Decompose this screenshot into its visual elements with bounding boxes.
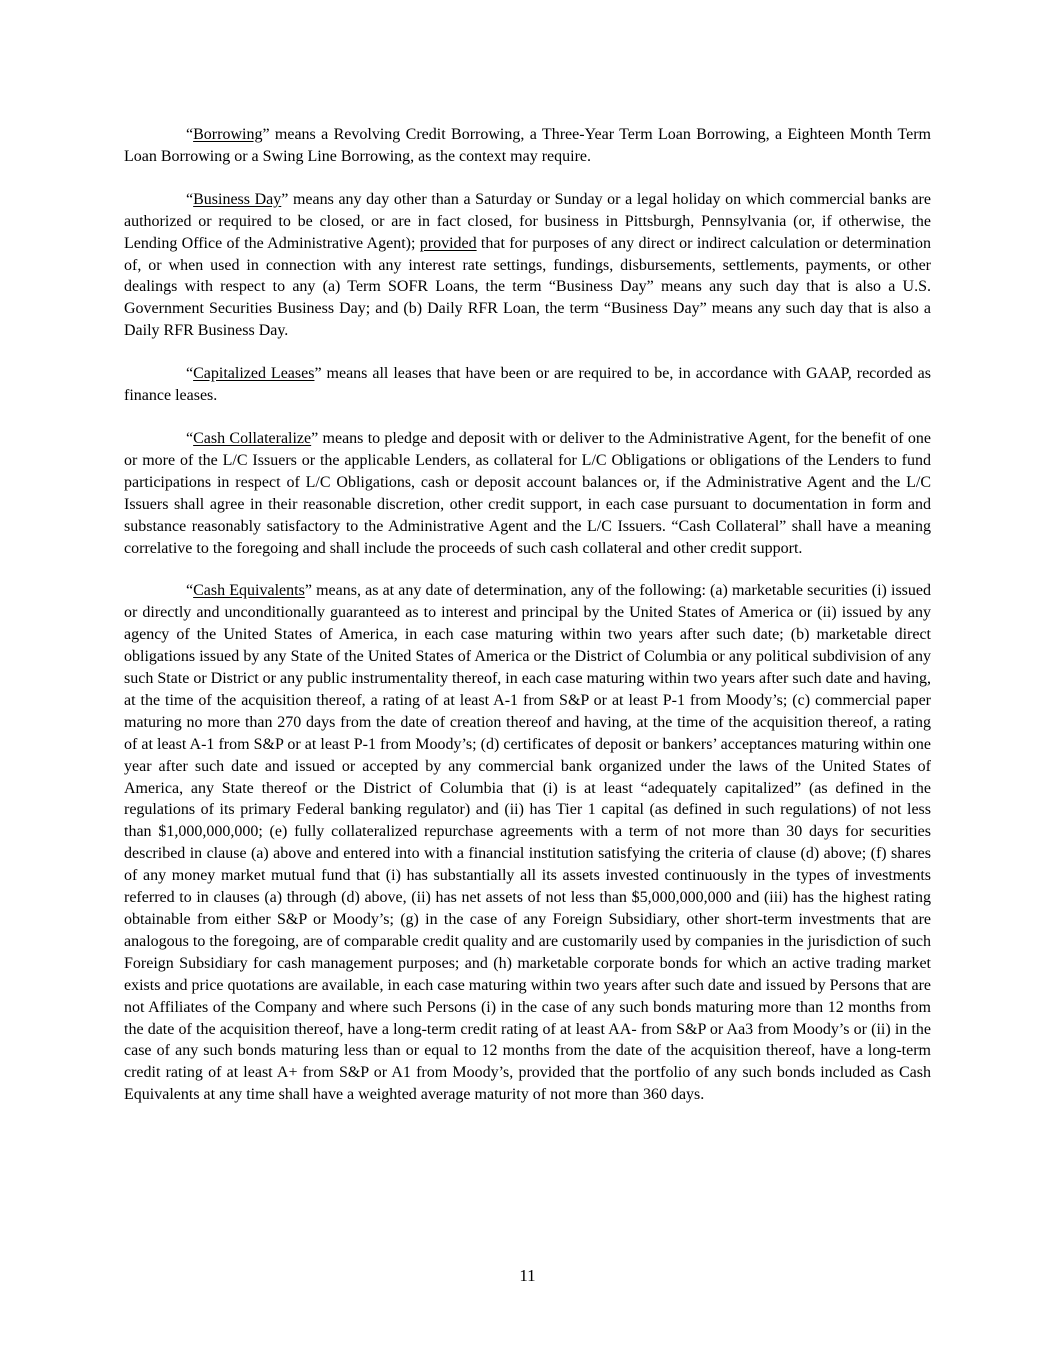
open-quote: “ bbox=[186, 365, 194, 383]
document-body bbox=[124, 124, 931, 1127]
page-number: 11 bbox=[519, 1266, 536, 1285]
open-quote: “ bbox=[186, 429, 194, 447]
open-quote: “ bbox=[186, 126, 194, 143]
definition-cash-collateralize bbox=[124, 428, 931, 559]
open-quote: “ bbox=[186, 190, 194, 208]
definition-text: ” means, as at any date of determination, any of the following: (a) marketable securities (i) issued or directly and unconditionally guaranteed as to interest and principal by the United States of America or (ii) issued by any agency of the United States of America, in each case maturing within two years after such date; (b) marketable direct obligations issued by any State of the United States of America or the District of Columbia or any political subdivision of any such State or District or any public instrumentality thereof, in each case maturing within two years after such date and having, at the time of the acquisition thereof, a rating of at least A-1 from S&P or at least P-1 from Moody’s; (c) commercial paper maturing no more than 270 days from the date of creation thereof and having, at the time of the acquisition thereof, a rating of at least A-1 from S&P or at least P-1 from Moody’s; (d) certificates of deposit or bankers’ acceptances maturing within one year after such date and issued or accepted by any commercial bank organized under the laws of the United States of America, any State thereof or the District of Columbia that (i) is at least “adequately capitalized” (as defined in the regulations of its primary Federal banking regulator) and (ii) has Tier 1 capital (as defined in such regulations) of not less than $1,000,000,000; (e) fully collateralized repurchase agreements with a term of not more than 30 days for securities described in clause (a) above and entered into with a financial institution satisfying the criteria of clause (d) above; (f) shares of any money market mutual fund that (i) has substantially all its assets invested continuously in the types of investments referred to in clauses (a) through (d) above, (ii) has net assets of not less than $5,000,000,000 and (iii) has the highest rating obtainable from either S&P or Moody’s; (g) in the case of any Foreign Subsidiary, other short-term investments that are analogous to the foregoing, are of comparable credit quality and are customarily used by companies in the jurisdiction of such Foreign Subsidiary for cash management purposes; and (h) marketable corporate bonds for which an active trading market exists and price quotations are available, in each case maturing within two years after such date and issued by Persons that are not Affiliates of the Company and where such Persons (i) in the case of any such bonds maturing more than 12 months from the date of the acquisition thereof, have a long-term credit rating of at least AA- from S&P or Aa3 from Moody’s or (ii) in the case of any such bonds maturing less than or equal to 12 months from the date of the acquisition thereof, have a long-term credit rating of at least A+ from S&P or A1 from Moody’s, provided that the portfolio of any such bonds included as Cash Equivalents at any time shall have a weighted average maturity of not more than 360 days. bbox=[124, 582, 932, 1104]
provided-keyword: provided bbox=[419, 234, 477, 252]
defined-term: Capitalized Leases bbox=[193, 365, 315, 383]
definition-capitalized-leases bbox=[124, 363, 931, 407]
definition-text-continued: that for purposes of any direct or indirect calculation or determination of, or when used in connection with any interest rate settings, fundings, disbursements, settlements, payments, or other dealings with respect to any (a) Term SOFR Loans, the term “Business Day” means any such day that is also a U.S. Government Securities Business Day; and (b) Daily RFR Loan, the term “Business Day” means any such day that is also a Daily RFR Business Day. bbox=[124, 234, 931, 340]
definition-business-day bbox=[124, 189, 931, 342]
defined-term: Business Day bbox=[193, 190, 282, 208]
definition-text: ” means a Revolving Credit Borrowing, a Three-Year Term Loan Borrowing, a Eighteen Month Term Loan Borrowing or a Swing Line Borrowing, as the context may require. bbox=[124, 126, 931, 165]
definition-text: ” means all leases that have been or are required to be, in accordance with GAAP, recorded as finance leases. bbox=[124, 365, 932, 405]
definition-text: ” means to pledge and deposit with or deliver to the Administrative Agent, for the benefit of one or more of the L/C Issuers or the applicable Lenders, as collateral for L/C Obligations or obligations of the Lenders to fund participations in respect of L/C Obligations, cash or deposit account balances or, if the Administrative Agent and the L/C Issuers shall agree in their reasonable discretion, other credit support, in each case pursuant to documentation in form and substance reasonably satisfactory to the Administrative Agent and the L/C Issuers. “Cash Collateral” shall have a meaning correlative to the foregoing and shall include the proceeds of such cash collateral and other credit support. bbox=[124, 429, 932, 557]
open-quote: “ bbox=[186, 582, 194, 600]
definition-text: ” means any day other than a Saturday or Sunday or a legal holiday on which commercial banks are authorized or required to be closed, or are in fact closed, for business in Pittsburgh, Pennsylvania (or, if otherwise, the Lending Office of the Administrative Agent); bbox=[124, 190, 931, 252]
definition-cash-equivalents bbox=[124, 580, 931, 1106]
definition-borrowing bbox=[124, 124, 931, 168]
defined-term: Borrowing bbox=[193, 126, 263, 143]
defined-term: Cash Equivalents bbox=[193, 582, 305, 600]
defined-term: Cash Collateralize bbox=[193, 429, 312, 447]
